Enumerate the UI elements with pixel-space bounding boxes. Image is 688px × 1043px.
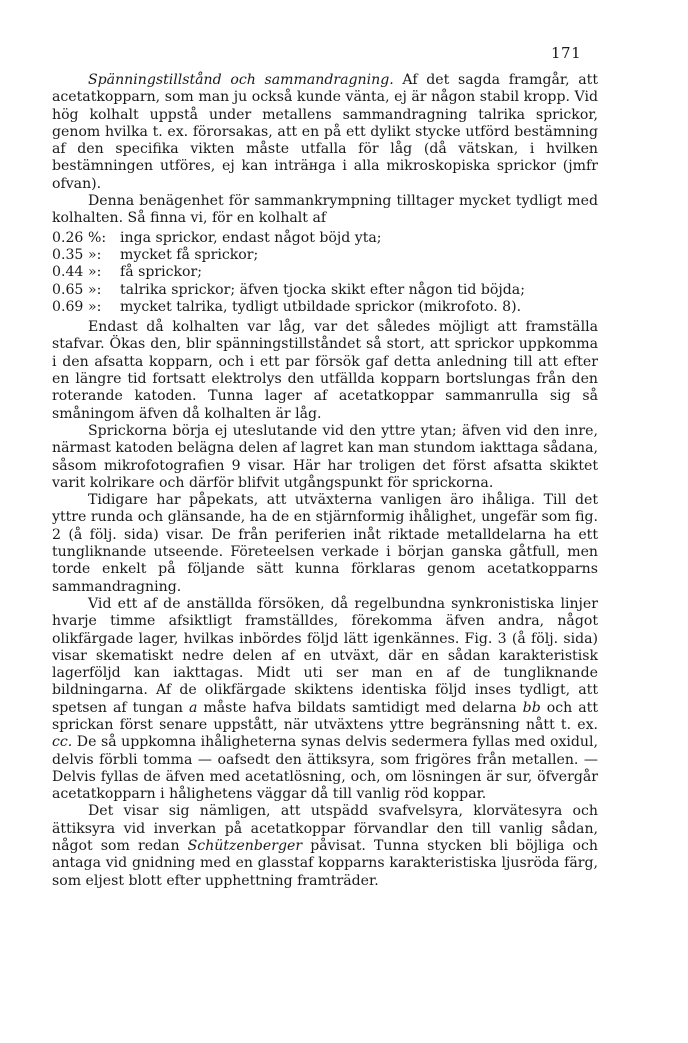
paragraph: Sprickorna börja ej uteslutande vid den yttre ytan; äfven vid den inre, närmast katoden belägna delen af lagret kan man stundom iakttaga sådana, såsom mikrofotografien 9 visar. Här har troligen det först afsatta skiktet varit kolrikare och därför blifvit utgångspunkt för sprickorna. [52,422,598,491]
carbon-description: mycket talrika, tydligt utbildade sprickor (mikrofoto. 8). [120,298,522,315]
paragraph-text: Vid ett af de anställda försöken, då regelbundna synkronistiska linjer hvarje timme afsiktligt framställdes, förekomma äfven andra, något olikfärgade lager, hvilkas inbördes följd lätt igenkännes. Fig. 3 (å följ. sida) visar skematiskt nedre delen af en utväxt, där en sådan karakteristisk lagerföljd kan iakttagas. Midt uti ser man en af de tungliknande bildningarna. Af de olikfärgade skiktens identiska följd inses tydligt, att spetsen af tungan [52,595,598,716]
unit-mark: »: [88,298,102,315]
list-item [52,299,598,316]
label-bb: bb [522,699,541,716]
carbon-value: 0.35 [52,246,84,263]
carbon-description: få sprickor; [120,264,203,281]
paragraph [52,803,598,889]
unit-mark: %: [88,229,107,246]
carbon-value: 0.26 [52,229,84,246]
label-cc: cc. [52,734,73,751]
carbon-value: 0.69 [52,298,84,315]
paragraph-text: Det visar sig nämligen, att utspädd svafvelsyra, klorvätesyra och ättiksyra vid inverkan på acetatkoppar förvandlar den till vanlig sådan, något som redan [52,803,598,855]
section-heading: Spänningstillstånd och sammandragning. [88,72,394,88]
page-number: 171 [551,44,582,62]
paragraph-text: Af det sagda framgår, att acetatkopparn, som man ju också kunde vänta, ej är någon stabil kropp. Vid hög kolhalt uppstå under metallens sammandragning talrika sprickor, genom hvilka t. ex. förorsakas, att en på ett dylikt stycke utförd bestämning af den specifika vikten måste utfalla för låg (då vätskan, i hvilken bestämningen utföres, ej kan inträнga i alla mikroskopiska sprickor (jmfr ofvan). [52,72,598,192]
carbon-description: mycket få sprickor; [120,246,259,263]
paragraph: Tidigare har påpekats, att utväxterna vanligen äro ihåliga. Till det yttre runda och glänsande, ha de en stjärnformig ihålighet, ungefär som fig. 2 (å följ. sida) visar. De från periferien inåt riktade metalldelarna ha ett tungliknande utseende. Företeelsen verkade i början ganska gåtfull, men torde enkelt på följande sätt kunna förklaras genom acetatkopparns sammandragning. [52,492,598,595]
carbon-value: 0.44 [52,264,84,281]
paragraph [52,596,598,804]
unit-mark: »: [88,264,102,281]
carbon-description: talrika sprickor; äfven tjocka skikt efter någon tid böjda; [120,281,525,298]
list-item [52,282,598,299]
list-item [52,230,598,247]
carbon-content-list [52,230,598,316]
unit-mark: »: [88,281,102,298]
paragraph-text: Denna benägenhet för sammankrympning tilltager mycket tydligt med kolhalten. Så finna vi, för en kolhalt af [52,193,598,227]
paragraph-text: påvisat. Tunna stycken bli böjliga och antaga vid gnidning med en glasstaf kopparns karakteristiska ljusröda färg, som eljest blott efter upphettning framträder. [52,838,598,889]
carbon-value: 0.65 [52,281,84,298]
paragraph-text: måste hafva bildats samtidigt med delarna [197,699,523,716]
author-name: Schützenberger [187,838,303,855]
carbon-description: inga sprickor, endast något böjd yta; [120,229,382,246]
paragraph-text: och att sprickan först senare uppstått, när utväxtens yttre begränsning nått t. ex. [52,699,598,733]
page-body [52,72,598,890]
paragraph [52,193,598,228]
unit-mark: »: [88,246,102,263]
paragraph-text: De så uppkomna ihåligheterna synas delvis sedermera fyllas med oxidul, delvis förbli tomma — oafsedt den ättiksyra, som frigöres från metallen. — Delvis fyllas de äfven med acetatlösning, och, om lösningen är sur, öfvergår acetatkopparn i hålighetens väggar då till vanlig röd koppar. [52,734,598,803]
list-item [52,264,598,281]
paragraph [52,72,598,193]
label-a: a [188,699,198,716]
paragraph: Endast då kolhalten var låg, var det således möjligt att framställa stafvar. Ökas den, blir spänningstillståndet så stort, att sprickor uppkomma i den afsatta kopparn, och i ett par försök gaf detta anledning till att efter en längre tid fortsatt elektrolys den utfällda kopparn bortslungas från den roterande katoden. Tunna lager af acetatkoppar sammanrulla sig så småningom äfven då kolhalten är låg. [52,319,598,422]
list-item [52,247,598,264]
